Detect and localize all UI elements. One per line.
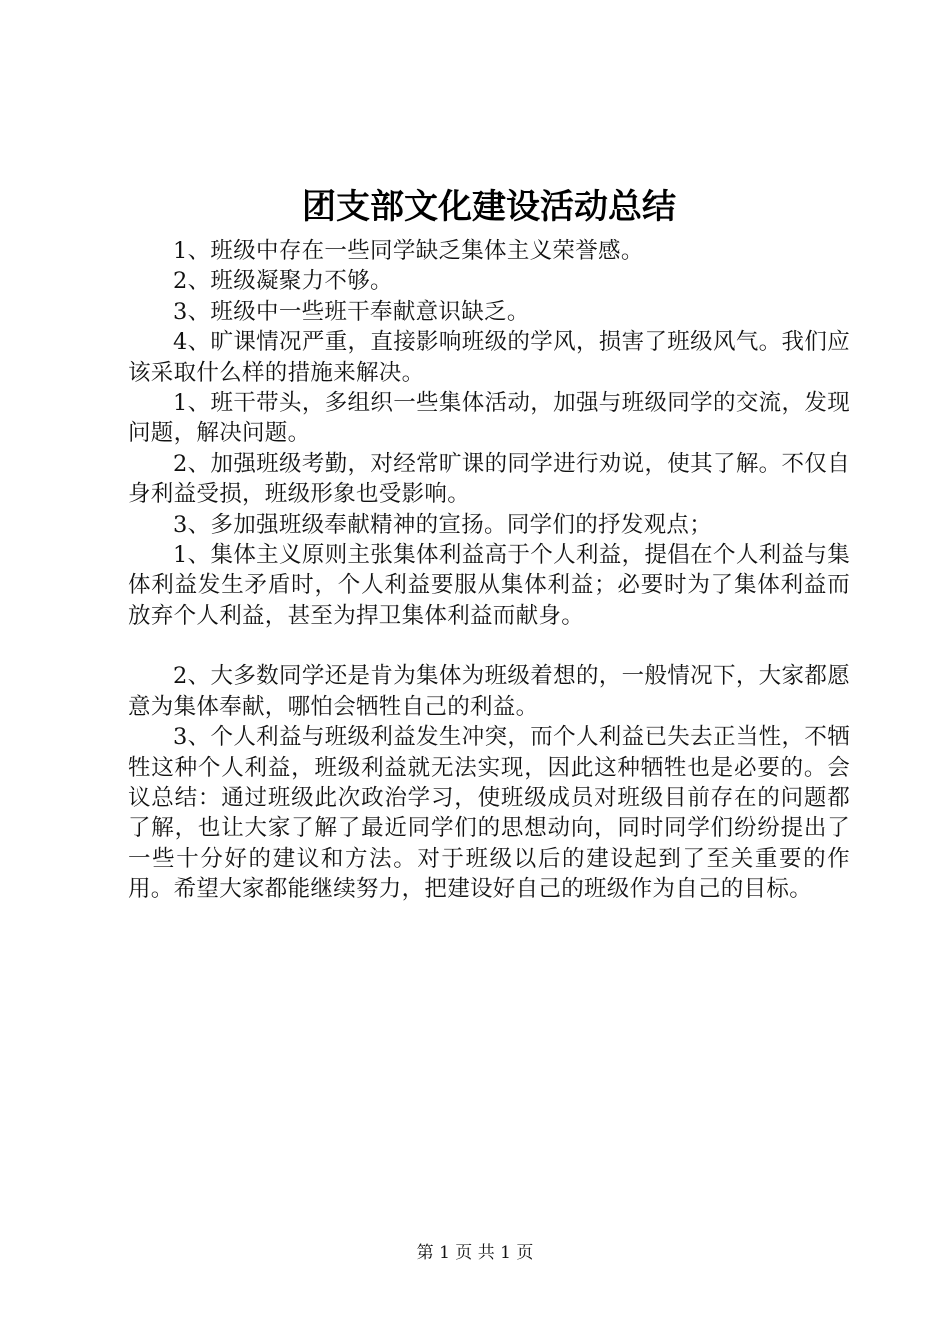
paragraph: 1、班干带头，多组织一些集体活动，加强与班级同学的交流，发现问题，解决问题。 (128, 390, 850, 447)
paragraph: 1、集体主义原则主张集体利益高于个人利益，提倡在个人利益与集体利益发生矛盾时，个人利益要服从集体利益；必要时为了集体利益而放弃个人利益，甚至为捍卫集体利益而献身。 (128, 542, 850, 629)
paragraph: 3、班级中一些班干奉献意识缺乏。 (173, 298, 530, 325)
paragraph: 3、多加强班级奉献精神的宣扬。同学们的抒发观点； (173, 511, 713, 538)
document-title: 团支部文化建设活动总结 (302, 187, 676, 227)
paragraph: 2、加强班级考勤，对经常旷课的同学进行劝说，使其了解。不仅自身利益受损，班级形象也受影响。 (128, 450, 850, 508)
paragraph: 2、班级凝聚力不够。 (173, 268, 393, 295)
page-footer: 第 1 页 共 1 页 (416, 1243, 534, 1263)
document-body (128, 236, 850, 905)
paragraph: 4、旷课情况严重，直接影响班级的学风，损害了班级风气。我们应该采取什么样的措施来解决。 (128, 329, 850, 386)
paragraph: 3、个人利益与班级利益发生冲突，而个人利益已失去正当性，不牺牲这种个人利益，班级利益就无法实现，因此这种牺牲也是必要的。会议总结：通过班级此次政治学习，使班级成员对班级目前存在的问题都了解，也让大家了解了最近同学们的思想动向，同时同学们纷纷提出了一些十分好的建议和方法。对于班级以后的建设起到了至关重要的作用。希望大家都能继续努力，把建设好自己的班级作为自己的目标。 (128, 724, 850, 903)
paragraph: 2、大多数同学还是肯为集体为班级着想的，一般情况下，大家都愿意为集体奉献，哪怕会牺牲自己的利益。 (128, 663, 850, 720)
paragraph: 1、班级中存在一些同学缺乏集体主义荣誉感。 (173, 238, 644, 264)
